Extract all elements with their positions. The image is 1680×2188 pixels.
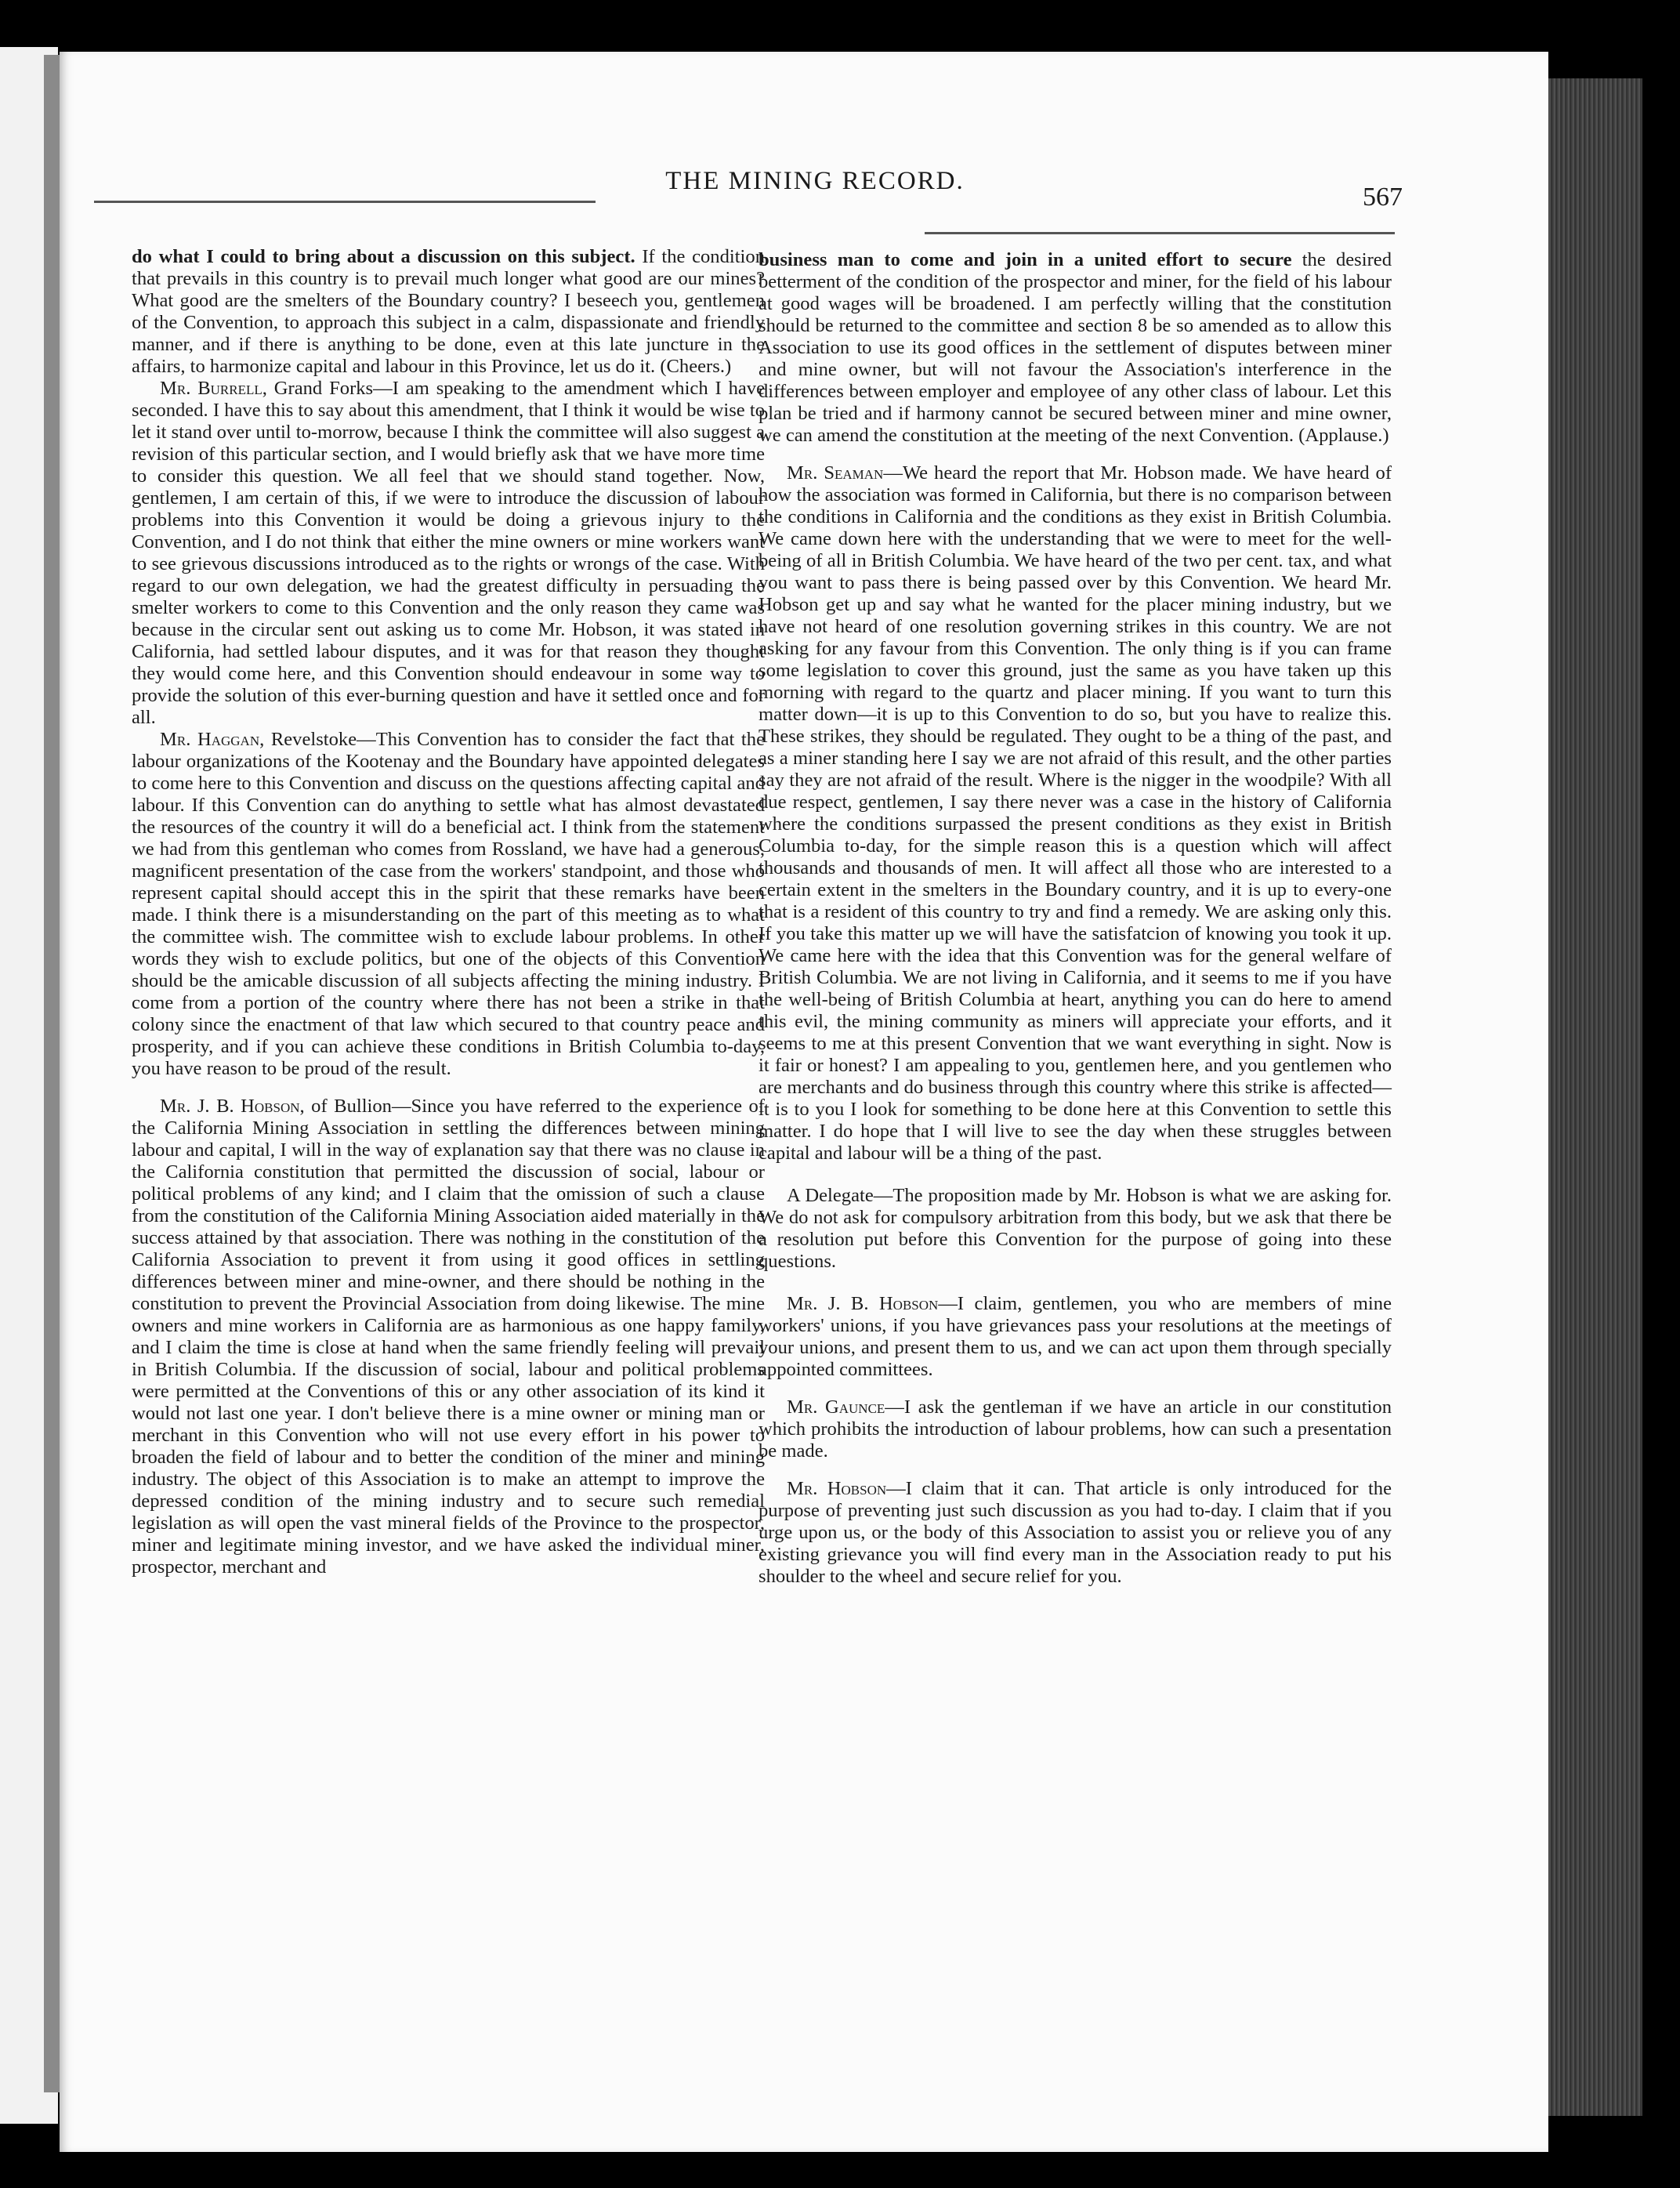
paragraph [132,378,765,729]
left-column [132,246,765,1578]
page-block-edge [1548,78,1642,2116]
paragraph-text: —I ask the gentleman if we have an article in our constitution which prohibits the introduction of labour problems, how can such a presentation be made. [759,1396,1392,1462]
speaker-name: Mr. Burrell, [160,378,267,399]
paragraph [759,249,1392,447]
paragraph [132,729,765,1080]
speaker-name: Mr. Haggan, [160,729,265,750]
paragraph [132,1096,765,1578]
paragraph [759,1293,1392,1381]
speaker-name: Mr. J. B. Hobson [787,1293,939,1314]
paragraph-text: —I claim that it can. That article is only introduced for the purpose of preventing just such discussion as you had to-day. I claim that if you urge upon us, or the body of this Association to assist you or relieve you of any existing grievance you will find every man in the Association ready to put his shoulder to the wheel and secure relief for you. [759,1478,1392,1587]
paragraph-text: Revelstoke—This Convention has to consider the fact that the labour organizations of the Kootenay and the Boundary have appointed delegates to come here to this Convention and discuss on the questions affecting capital and labour. If this Convention can do anything to settle what has almost devastated the resources of the country it will do a beneficial act. I think from the statement we had from this gentleman who comes from Rossland, we have had a generous, magnificent presentation of the case from the workers' standpoint, and those who represent capital should accept this in the spirit that these remarks have been made. I think there is a misunderstanding on the part of this meeting as to what the committee wish. The committee wish to exclude labour problems. In other words they wish to exclude politics, but one of the objects of this Convention should be the amicable discussion of all subjects affecting the mining industry. I come from a portion of the country where there has not been a strike in that colony since the enactment of that law which secured to that country peace and prosperity, and if you can achieve these conditions in British Columbia to-day, you have reason to be proud of the result. [132,729,765,1079]
paragraph [759,1396,1392,1462]
paragraph [759,1185,1392,1273]
page-title: THE MINING RECORD. [665,167,965,195]
right-column [759,249,1392,1588]
paragraph-text: —We heard the report that Mr. Hobson made. We have heard of how the association was formed in California, but there is no comparison between the conditions in California and the conditions as they exist in British Columbia. We came down here with the understanding that we were to meet for the well-being of all in British Columbia. We have heard of the two per cent. tax, and what you want to pass there is being passed over by this Convention. We heard Mr. Hobson get up and say what he wanted for the placer mining industry, but we have not heard of one resolution governing strikes in this country. We are not asking for any favour from this Convention. The only thing is if you can frame some legislation to cover this ground, just the same as you have taken up this morning with regard to the quartz and placer mining. If you want to turn this matter down—it is up to this Convention to do so, but you have to realize this. These strikes, they should be regulated. They ought to be a thing of the past, and as a miner standing here I say we are not afraid of this result, and the other parties say they are not afraid of the result. Where is the nigger in the woodpile? With all due respect, gentlemen, I say there never was a case in the history of California where the conditions surpassed the present conditions as they exist in British Columbia to-day, for the simple reason this is a question which will affect thousands and thousands of men. It will affect all those who are interested to a certain extent in the smelters in the Boundary country, and it is up to every-one that is a resident of this country to try and find a remedy. We are asking only this. If you take this matter up we will have the satisfatcion of knowing you took it up. We came here with the idea that this Convention was for the general welfare of British Columbia. We are not living in California, and it seems to me if you have the well-being of British Columbia at heart, anything you can do here to amend this evil, the mining community as miners will appreciate your efforts, and it seems to me at this present Convention that we want everything in sight. Now is it fair or honest? I am appealing to you, gentlemen here, and you gentlemen who are merchants and do business through this country where this strike is affected—it is to you I look for something to be done here at this Convention to settle this matter. I do hope that I will live to see the day when these struggles between capital and labour will be a thing of the past. [759,462,1392,1164]
paragraph [759,1478,1392,1588]
speaker-name: Mr. Gaunce [787,1396,885,1418]
header-rule-right [925,232,1395,234]
page-number: 567 [1363,183,1403,212]
bold-lead: do what I could to bring about a discussion on this subject. [132,246,635,267]
speaker-name: Mr. Seaman [787,462,884,484]
paragraph [132,246,765,378]
paragraph-text: of Bullion—Since you have referred to the experience of the California Mining Association in settling the differences between mining labour and capital, I will in the way of explanation say that there was no clause in the California constitution that permitted the discussion of social, labour or political problems of any kind; and I claim that the omission of such a clause from the constitution of the California Mining Association aided materially in the success attained by that association. There was nothing in the constitution of the California Association to prevent it from using it good offices in settling differences between miner and mine-owner, and there should be nothing in the constitution to prevent the Provincial Association from doing likewise. The mine owners and mine workers in California are as harmonious as one happy family, and I claim the time is close at hand when the same friendly feeling will prevail in British Columbia. If the discussion of social, labour and political problems were permitted at the Conventions of this or any other association of its kind it would not last one year. I don't believe there is a mine owner or mining man or merchant in this Convention who will not use every effort in his power to broaden the field of labour and to better the condition of the miner and mining industry. The object of this Association is to make an attempt to improve the depressed condition of the mining industry and to secure such remedial legislation as will open the vast mineral fields of the Province to the prospector, miner and legitimate mining investor, and we have asked the individual miner, prospector, merchant and [132,1096,765,1578]
paragraph-text: Grand Forks—I am speaking to the amendment which I have seconded. I have this to say about this amendment, that I think it would be wise to let it stand over until to-morrow, because I think the committee will also suggest a revision of this particular section, and I would briefly ask that we have more time to consider this question. We all feel that we should stand together. Now, gentlemen, I am certain of this, if we were to introduce the discussion of labour problems into this Convention it would be doing a grievous injury to the Convention, and I do not think that either the mine owners or mine workers want to see grievous discussions introduced as to the rights or wrongs of the case. With regard to our own delegation, we had the greatest difficulty in persuading the smelter workers to come to this Convention and the only reason they came was because in the circular sent out asking us to come Mr. Hobson, it was stated in California, had settled labour disputes, and it was for that reason they thought they would come here, and this Convention should endeavour in some way to provide the solution of this ever-burning question and have it settled once and for all. [132,378,765,728]
paragraph-text: A Delegate—The proposition made by Mr. Hobson is what we are asking for. We do not ask for compulsory arbitration from this body, but we ask that there be a resolution put before this Convention for the purpose of going into these questions. [759,1185,1392,1272]
binding-shadow [44,55,61,2092]
paragraph-text: —I claim, gentlemen, you who are members of mine workers' unions, if you have grievances pass your resolutions at the meetings of your unions, and present them to us, and we can act upon them through specially appointed committees. [759,1293,1392,1380]
header-rule-left [94,201,596,203]
paragraph [759,462,1392,1165]
bold-lead: business man to come and join in a united effort to secure [759,249,1292,270]
paragraph-text: If the condition that prevails in this country is to prevail much longer what good are our mines? What good are the smelters of the Boundary country? I beseech you, gentlemen of the Convention, to approach this subject in a calm, dispassionate and friendly manner, and if there is anything to be done, even at this late juncture in the affairs, to harmonize capital and labour in this Province, let us do it. (Cheers.) [132,246,765,377]
speaker-name: Mr. J. B. Hobson, [160,1096,305,1117]
speaker-name: Mr. Hobson [787,1478,887,1499]
paragraph-text: the desired betterment of the condition of the prospector and miner, for the field of his labour at good wages will be broadened. I am perfectly willing that the constitution should be returned to the committee and section 8 be so amended as to allow this Association to use its good offices in the settlement of disputes between miner and mine owner, but will not favour the Association's interference in the differences between employer and employee of any other class of labour. Let this plan be tried and if harmony cannot be secured between miner and mine owner, we can amend the constitution at the meeting of the next Convention. (Applause.) [759,249,1392,446]
